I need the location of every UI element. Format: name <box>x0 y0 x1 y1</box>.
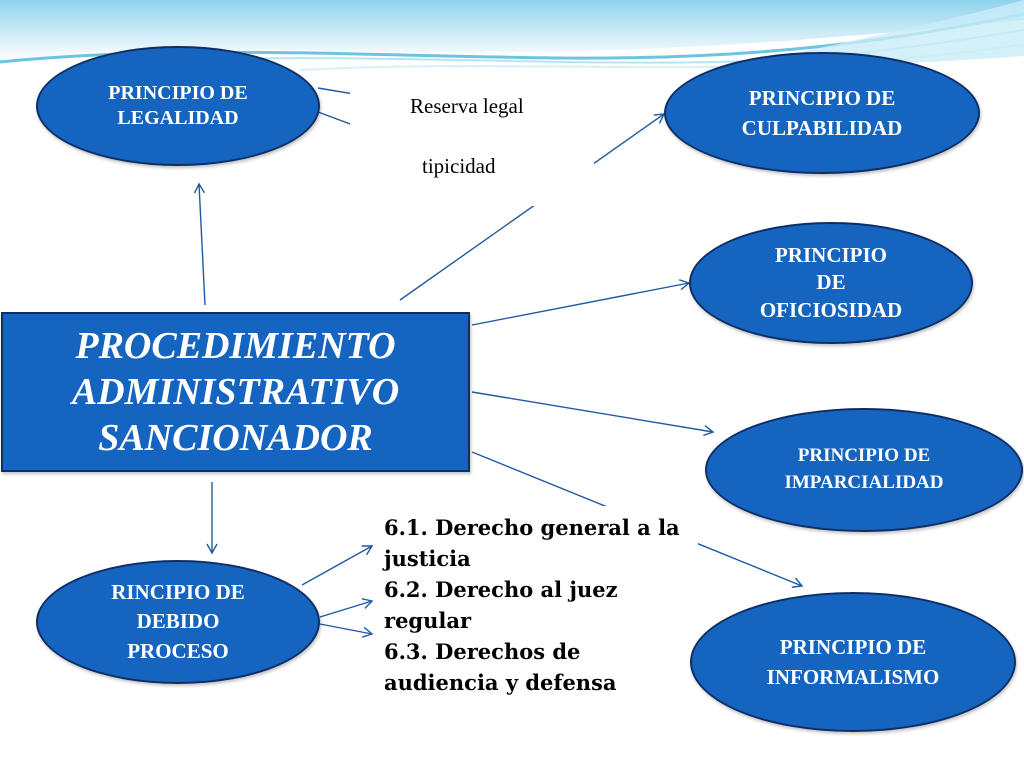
node-oficiosidad-line-1: PRINCIPIO <box>774 243 887 268</box>
node-legalidad-line-2: LEGALIDAD <box>117 107 239 129</box>
note-reserva-legal: Reserva legal <box>410 94 524 118</box>
node-culpabilidad <box>664 52 980 174</box>
node-informalismo-line-1: PRINCIPIO DE <box>779 634 927 659</box>
node-debido-proceso-line-3: PROCESO <box>127 638 229 663</box>
node-legalidad <box>36 46 320 166</box>
center-line-1: PROCEDIMIENTO <box>75 325 396 367</box>
legalidad-notes-box <box>350 84 594 206</box>
node-informalismo <box>690 592 1016 732</box>
node-debido-proceso-line-1: RINCIPIO DE <box>111 579 245 604</box>
center-title-box <box>1 312 470 472</box>
note-line-1: 6.1. Derecho general a la <box>384 515 680 540</box>
center-line-2: ADMINISTRATIVO <box>71 371 400 413</box>
node-imparcialidad-line-2: IMPARCIALIDAD <box>784 472 944 493</box>
note-line-2: justicia <box>384 546 471 571</box>
note-line-5: 6.3. Derechos de <box>384 639 581 664</box>
node-debido-proceso <box>36 560 320 684</box>
node-oficiosidad-line-2: DE <box>816 270 846 295</box>
note-line-3: 6.2. Derecho al juez <box>384 577 618 602</box>
node-legalidad-line-1: PRINCIPIO DE <box>108 82 248 104</box>
node-oficiosidad-line-3: OFICIOSIDAD <box>759 297 903 322</box>
node-oficiosidad <box>689 222 973 344</box>
node-debido-proceso-line-2: DEBIDO <box>136 609 220 634</box>
note-line-4: regular <box>384 608 472 633</box>
node-informalismo-line-2: INFORMALISMO <box>766 665 940 689</box>
node-imparcialidad <box>705 408 1023 532</box>
node-culpabilidad-line-2: CULPABILIDAD <box>741 116 903 140</box>
node-imparcialidad-line-1: PRINCIPIO DE <box>797 445 931 467</box>
note-line-6: audiencia y defensa <box>384 670 617 695</box>
debido-proceso-notes-box <box>374 506 698 730</box>
center-line-3: SANCIONADOR <box>98 417 373 459</box>
ghost-title: PRINCIPIOS DEL <box>58 263 361 305</box>
note-tipicidad: tipicidad <box>422 154 496 178</box>
node-culpabilidad-line-1: PRINCIPIO DE <box>748 85 896 110</box>
